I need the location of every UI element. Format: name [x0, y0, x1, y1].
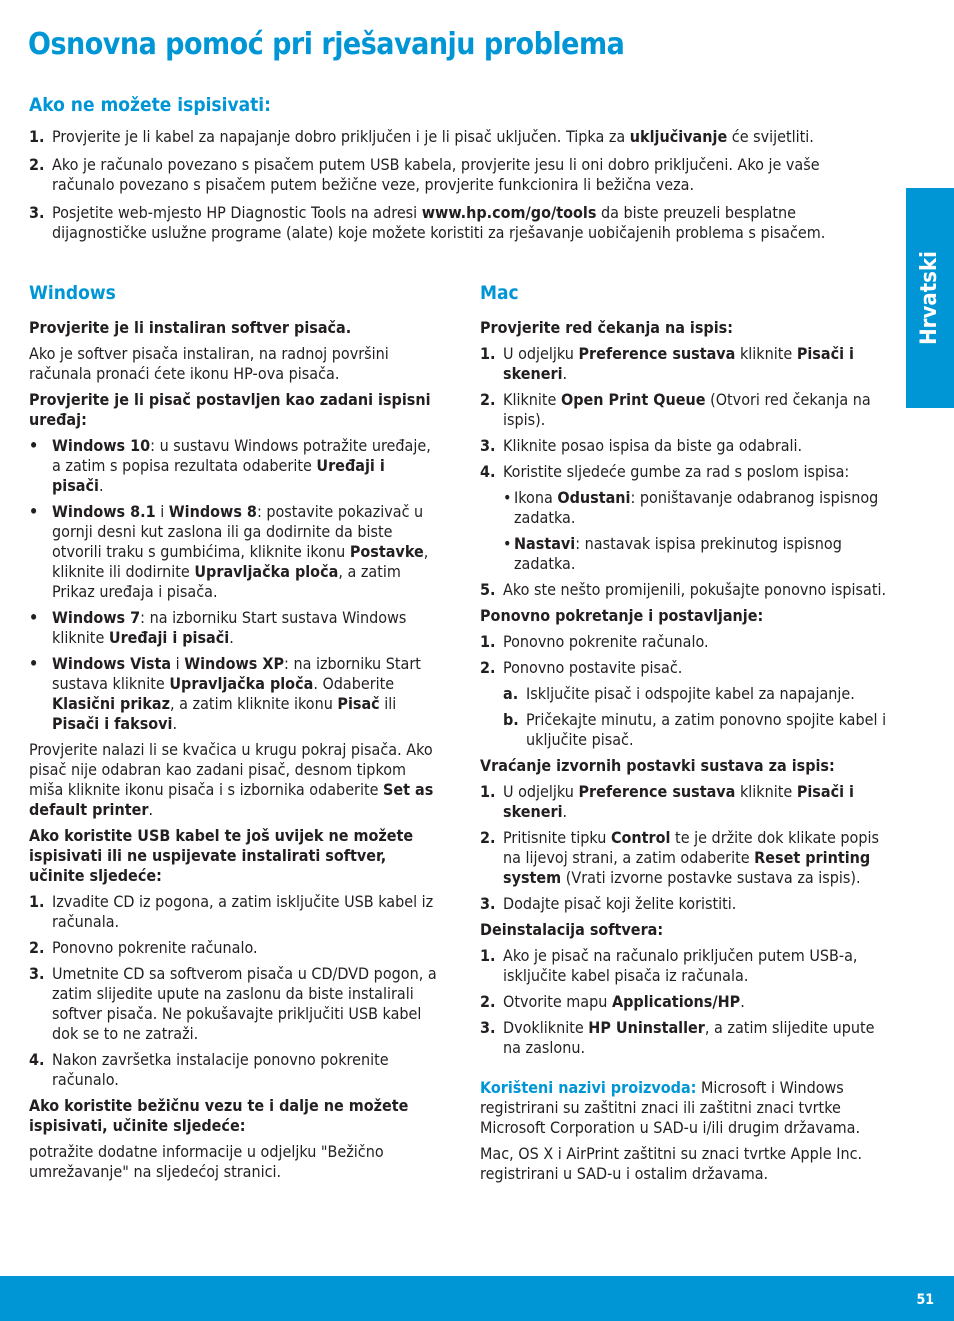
wireless-text: potražite dodatne informacije u odjeljku "Bežično umrežavanje" na sljedećoj stranici. — [29, 1142, 384, 1181]
list-item: 1. Ako je pisač na računalo priključen putem USB-a, isključite kabel pisača iz računala. — [480, 946, 858, 985]
queue-steps-list — [480, 344, 895, 600]
list-item: 2. Ponovno postavite pisač. a. Isključite pisač i odspojite kabel za napajanje. b. Pričekajte minutu, a zatim ponovno spojite kabel i uključite pisač. — [480, 658, 895, 750]
list-item: 1. U odjeljku Preference sustava kliknite Pisači i skeneri. — [480, 344, 854, 383]
list-item: • Ikona Odustani: poništavanje odabranog ispisnog zadatka. — [503, 488, 879, 527]
list-item: 1. U odjeljku Preference sustava kliknite Pisači i skeneri. — [480, 782, 854, 821]
list-item: 1. Ponovno pokrenite računalo. — [480, 632, 709, 651]
uninstall-heading: Deinstalacija softvera: — [480, 920, 664, 939]
list-item: • Nastavi: nastavak ispisa prekinutog ispisnog zadatka. — [503, 534, 842, 573]
list-item: 3. Dvokliknite HP Uninstaller, a zatim slijedite upute na zaslonu. — [480, 1018, 875, 1057]
list-item: 1. Provjerite je li kabel za napajanje dobro priključen i je li pisač uključen. Tipka za uključivanje će svijetliti. — [29, 127, 814, 146]
language-tab-label: Hrvatski — [917, 251, 942, 345]
restart-steps-list — [480, 632, 895, 750]
mac-heading: Mac — [480, 282, 519, 304]
list-item: 4. Koristite sljedeće gumbe za rad s poslom ispisa: • Ikona Odustani: poništavanje odabranog ispisnog zadatka. • Nastavi: nastavak ispisa prekinutog ispisnog zadatka. — [480, 462, 895, 574]
list-item: 3. Posjetite web-mjesto HP Diagnostic Tools na adresi www.hp.com/go/tools da biste preuzeli besplatne dijagnostičke uslužne programe (alate) koje možete koristiti za rješavanje uobičajenih problema s pisačem. — [29, 203, 826, 242]
check-installed-heading: Provjerite je li instaliran softver pisača. — [29, 318, 352, 337]
check-default-heading: Provjerite je li pisač postavljen kao zadani ispisni uređaj: — [29, 390, 431, 429]
page-number: 51 — [916, 1292, 934, 1308]
restart-substeps-list — [503, 684, 895, 750]
wireless-heading: Ako koristite bežičnu vezu te i dalje ne možete ispisivati, učinite sljedeće: — [29, 1096, 409, 1135]
queue-buttons-list — [503, 488, 895, 574]
list-item: 5. Ako ste nešto promijenili, pokušajte ponovno ispisati. — [480, 580, 887, 599]
list-item: 3. Kliknite posao ispisa da biste ga odabrali. — [480, 436, 803, 455]
cant-print-heading: Ako ne možete ispisivati: — [29, 94, 271, 116]
list-item: • Windows Vista i Windows XP: na izborniku Start sustava kliknite Upravljačka ploča. Odaberite Klasični prikaz, a zatim kliknite ikonu Pisač ili Pisači i faksovi. — [29, 654, 421, 733]
intro-steps-list — [29, 127, 869, 251]
windows-versions-list — [29, 436, 441, 734]
list-item: 4. Nakon završetka instalacije ponovno pokrenite računalo. — [29, 1050, 389, 1089]
list-item: 1. Izvadite CD iz pogona, a zatim isključite USB kabel iz računala. — [29, 892, 434, 931]
list-item: b. Pričekajte minutu, a zatim ponovno spojite kabel i uključite pisač. — [503, 710, 887, 749]
list-item: a. Isključite pisač i odspojite kabel za napajanje. — [503, 684, 855, 703]
list-item: 3. Dodajte pisač koji želite koristiti. — [480, 894, 737, 913]
trademarks-text: Korišteni nazivi proizvoda: Microsoft i Windows registrirani su zaštitni znaci ili zaštitni znaci tvrtke Microsoft Corporation u SAD-u i/ili drugim državama. — [480, 1078, 861, 1137]
list-item: 2. Pritisnite tipku Control te je držite dok klikate popis na lijevoj strani, a zatim odaberite Reset printing system (Vrati izvorne postavke sustava za ispis). — [480, 828, 879, 887]
installed-text: Ako je softver pisača instaliran, na radnoj površini računala pronaći ćete ikonu HP-ova pisača. — [29, 344, 389, 383]
reset-steps-list — [480, 782, 895, 914]
restart-heading: Ponovno pokretanje i postavljanje: — [480, 606, 764, 625]
page-title: Osnovna pomoć pri rješavanju problema — [28, 27, 625, 62]
usb-heading: Ako koristite USB kabel te još uvijek ne možete ispisivati ili ne uspijevate instalirati softver, učinite sljedeće: — [29, 826, 414, 885]
list-item: 2. Ako je računalo povezano s pisačem putem USB kabela, provjerite jesu li oni dobro priključeni. Ako je vaše računalo povezano s pisačem putem bežične veze, provjerite funkcionira li bežična veza. — [29, 155, 820, 194]
mac-section — [480, 282, 895, 1190]
list-item: • Windows 7: na izborniku Start sustava Windows kliknite Uređaji i pisači. — [29, 608, 407, 647]
diagnostic-tools-link[interactable]: www.hp.com/go/tools — [421, 203, 597, 222]
language-tab — [906, 188, 954, 408]
list-item: 2. Otvorite mapu Applications/HP. — [480, 992, 745, 1011]
list-item: 3. Umetnite CD sa softverom pisača u CD/DVD pogon, a zatim slijedite upute na zaslonu da biste instalirali softver pisača. Ne pokušavajte priključiti USB kabel dok se to ne zatraži. — [29, 964, 437, 1043]
usb-steps-list — [29, 892, 441, 1090]
apple-trademarks-text: Mac, OS X i AirPrint zaštitni su znaci tvrtke Apple Inc. registrirani u SAD-u i ostalim državama. — [480, 1144, 863, 1183]
windows-heading: Windows — [29, 282, 116, 304]
uninstall-steps-list — [480, 946, 895, 1058]
list-item: 2. Ponovno pokrenite računalo. — [29, 938, 258, 957]
list-item: 2. Kliknite Open Print Queue (Otvori red čekanja na ispis). — [480, 390, 871, 429]
list-item: • Windows 8.1 i Windows 8: postavite pokazivač u gornji desni kut zaslona ili ga dodirnite da biste otvorili traku s gumbićima, kliknite ikonu Postavke, kliknite ili dodirnite Upravljačka ploča, a zatim Prikaz uređaja i pisača. — [29, 502, 429, 601]
footer-bar — [0, 1276, 954, 1321]
windows-section — [29, 282, 441, 1188]
checkmark-text: Provjerite nalazi li se kvačica u krugu pokraj pisača. Ako pisač nije odabran kao zadani pisač, desnom tipkom miša kliknite ikonu pisača i s izbornika odaberite Set as default printer. — [29, 740, 434, 819]
reset-heading: Vraćanje izvornih postavki sustava za ispis: — [480, 756, 835, 775]
queue-heading: Provjerite red čekanja na ispis: — [480, 318, 733, 337]
list-item: • Windows 10: u sustavu Windows potražite uređaje, a zatim s popisa rezultata odaberite Uređaji i pisači. — [29, 436, 431, 495]
